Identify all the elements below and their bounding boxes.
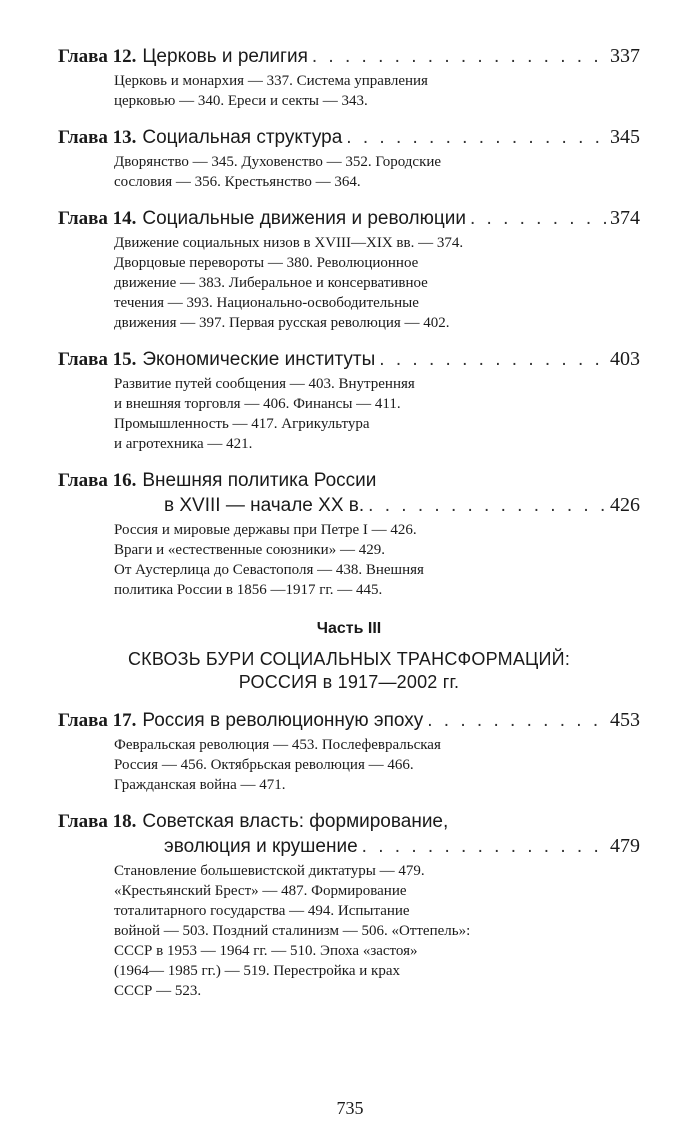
section-line: политика России в 1856 —1917 гг. — 445. [114,582,383,598]
chapter-title-line [58,809,640,834]
part-title-line: СКВОЗЬ БУРИ СОЦИАЛЬНЫХ ТРАНСФОРМАЦИЙ: [127,649,571,669]
chapter-label: Глава 16. [58,470,137,491]
dot-leader [427,708,606,733]
part-title [58,648,640,694]
toc-chapter [58,347,640,454]
dot-leader [368,493,606,518]
section-line: движение — 383. Либеральное и консервативное [114,275,428,291]
chapter-title: Церковь и религия [142,46,308,67]
section-line: Промышленность — 417. Агрикультура [114,416,370,432]
chapter-page-number: 337 [610,45,640,67]
section-line: Церковь и монархия — 337. Система управления [114,73,428,89]
chapter-page-number: 345 [610,126,640,148]
section-line: Россия — 456. Октябрьская революция — 466. [114,757,414,773]
section-line: Дворцовые перевороты — 380. Революционное [114,255,419,271]
chapter-title-line [58,44,640,69]
section-line: тоталитарного государства — 494. Испытание [114,903,410,919]
chapter-label: Глава 15. [58,349,137,370]
chapter-title: в XVIII — начале XX в. [164,495,365,516]
section-line: Развитие путей сообщения — 403. Внутренняя [114,376,415,392]
page-number: 735 [336,1098,364,1118]
chapter-title-line [58,834,640,859]
dot-leader [362,834,606,859]
toc-chapter [58,206,640,333]
chapter-title-line [58,347,640,372]
chapter-list-part-3 [58,708,640,1001]
section-line: движения — 397. Первая русская революция — 402. [114,315,450,331]
chapter-page-number: 426 [610,494,640,516]
chapter-sections [114,735,640,795]
section-line: течения — 393. Национально-освободительные [114,295,419,311]
part-title-line: РОССИЯ в 1917—2002 гг. [238,672,460,692]
chapter-title: эволюция и крушение [164,836,358,857]
chapter-page-number: 479 [610,835,640,857]
toc-chapter [58,125,640,192]
chapter-title: Социальная структура [142,127,343,148]
chapter-title: Экономические институты [142,349,376,370]
dot-leader [312,44,606,69]
chapter-list-part-2 [58,44,640,600]
chapter-label: Глава 14. [58,208,137,229]
chapter-page-number: 403 [610,348,640,370]
toc-chapter [58,708,640,795]
chapter-page-number: 374 [610,207,640,229]
toc-chapter [58,809,640,1001]
chapter-sections [114,861,640,1001]
chapter-sections [114,233,640,333]
section-line: Февральская революция — 453. Послефевральская [114,737,441,753]
chapter-title: Внешняя политика России [142,470,377,491]
toc-chapter [58,468,640,600]
chapter-title: Социальные движения и революции [142,208,466,229]
section-line: СССР — 523. [114,983,202,999]
chapter-page-number: 453 [610,709,640,731]
chapter-title-line [58,206,640,231]
toc-chapter [58,44,640,111]
section-line: Гражданская война — 471. [114,777,286,793]
section-line: Россия и мировые державы при Петре I — 426. [114,522,417,538]
section-line: и внешняя торговля — 406. Финансы — 411. [114,396,401,412]
chapter-label: Глава 13. [58,127,137,148]
chapter-title-line [58,125,640,150]
chapter-label: Глава 12. [58,46,137,67]
chapter-label: Глава 18. [58,811,137,832]
section-line: церковью — 340. Ереси и секты — 343. [114,93,368,109]
dot-leader [346,125,606,150]
section-line: «Крестьянский Брест» — 487. Формирование [114,883,407,899]
chapter-title-line [58,468,640,493]
chapter-sections [114,374,640,454]
part-heading [58,620,640,694]
section-line: Дворянство — 345. Духовенство — 352. Городские [114,154,442,170]
dot-leader [379,347,606,372]
section-line: Враги и «естественные союзники» — 429. [114,542,385,558]
chapter-sections [114,520,640,600]
chapter-title: Россия в революционную эпоху [142,710,424,731]
section-line: Движение социальных низов в XVIII—XIX вв. — 374. [114,235,464,251]
section-line: и агротехника — 421. [114,436,253,452]
section-line: СССР в 1953 — 1964 гг. — 510. Эпоха «застоя» [114,943,418,959]
chapter-sections [114,71,640,111]
chapter-title-line [58,708,640,733]
chapter-sections [114,152,640,192]
section-line: Становление большевистской диктатуры — 479. [114,863,425,879]
chapter-title-line [58,493,640,518]
section-line: (1964— 1985 гг.) — 519. Перестройка и крах [114,963,400,979]
section-line: войной — 503. Поздний сталинизм — 506. «Оттепель»: [114,923,471,939]
section-line: сословия — 356. Крестьянство — 364. [114,174,361,190]
table-of-contents [58,44,640,1015]
part-label: Часть III [316,620,382,637]
dot-leader [470,206,606,231]
chapter-title: Советская власть: формирование, [142,811,449,832]
section-line: От Аустерлица до Севастополя — 438. Внешняя [114,562,424,578]
chapter-label: Глава 17. [58,710,137,731]
